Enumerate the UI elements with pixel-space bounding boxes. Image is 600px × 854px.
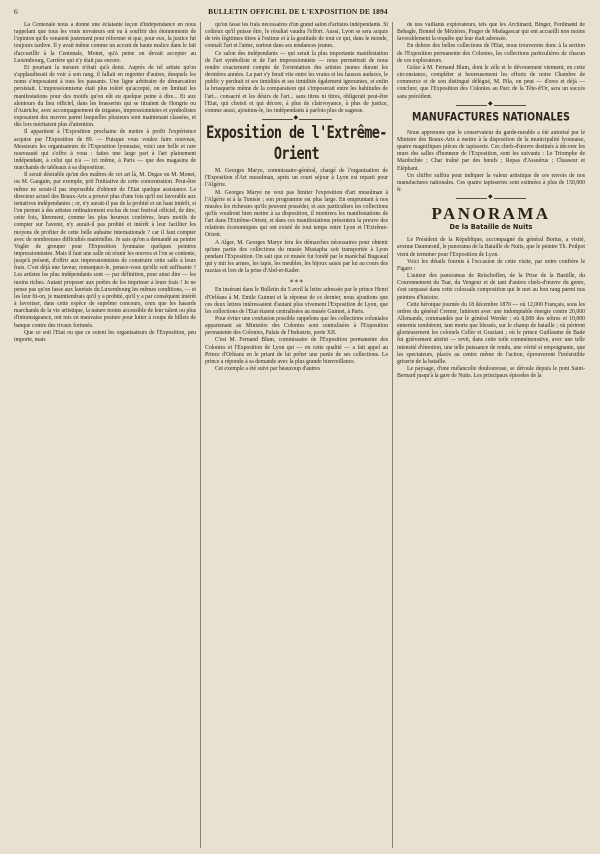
col3-paragraph: L'auteur des panoramas de Reischoffen, de la Prise de la Bastille, du Couronnement du Tsar, du Vengeur et de tant d'autres chefs-d'œuvre du genre, s'est surpassé dans cette colossale composition qui le met au bon rang parmi nos peintres d'histoire.	[397, 273, 585, 301]
col2-paragraph: M. Georges Marye, commissaire-général, chargé de l'organisation de l'Exposition d'Art musulman, après un court séjour à Lyon est reparti pour l'Algérie.	[205, 168, 388, 189]
section-subtitle-bataille: De la Bataille de Nuits	[449, 223, 533, 232]
col2-paragraph: Pour éviter une confusion possible rappelons que les collections coloniales appartenant au Ministère des Colonies sont centralisées à l'Exposition permanente des Colonies, Palais de l'Industrie, porte XII.	[205, 316, 388, 337]
col1-paragraph: Il serait désirable qu'un des maîtres de cet art là, M. Degas ou M. Monet, ou M. Gauguin, par exemple, prit l'initiative de cette concentration. Peut-être même ne serait-il pas impossible d'obtenir de l'Etat quelque assistance. Le directeur actuel des Beaux-Arts a prouvé plus d'une fois qu'il est favorable aux tentatives indépendantes ; or, n'y aurait-il pas de la probité et un haut intérêt, si l'on permet à des artistes ordinairement exclus de tout festival officiel, de dire, cette fois, librement, comme les plus heureux confrères, leurs motifs de compter sur l'avenir, n'y aurait-il pas probité et intérêt à leur faciliter les moyens de profiter de cette belle aubaine internationale ? car il faut compter avec de nombreuses difficultés matérielles. Je sais qu'on a demandé au peintre Vogler de grouper pour l'Exposition lyonnaise quelques peintres impressionnistes. Mais il faut une salle où réunir les œuvres et l'on se contente, jusqu'à présent, d'offrir aux impressionnistes de construire cette salle à leurs frais. C'est déjà une faveur, remarquez-le, pensez-vous qu'elle soit suffisante ? Les artistes les plus indépendants sont — par définition, pour ainsi dire — les moins riches. Autant proposer aux poètes de les imprimer à leurs frais ! Je ne pense pas qu'on fasse aux lauréats du Luxembourg les mêmes conditions, — et les leur fit-on, je maintiendrais qu'il y a probité, qu'il y a par conséquent intérêt à favoriser, dans cette espèce de suprême concours, ceux que les hasards marchands de la vie artistique, la nature moins accessible de leur talent ou plus d'intransigeance, ont mis en mauvaise posture pour lutter à coups de billets de banque contre des rivaux fortunés.	[14, 172, 196, 329]
column-2	[205, 22, 388, 848]
col2-paragraph: qu'on fasse les frais nécessaires d'un grand salon d'artistes indépendants. Si coûteux qu'il puisse être, le résultat vaudra l'effort. Aussi, Lyon se sera acquis de très légitimes titres à l'estime et à la gratitude de tout ce qui, dans le monde, connaît l'art et l'aime, surtout dans ses tendances jeunes.	[205, 22, 388, 50]
col3-paragraph: de nos vaillants explorateurs, tels que les Archinard, Binger, Ferdinand de Behagle, Bonnel de Mézières, Prager de Madagascar qui ont accueilli non moins favorablement la requête qui leur était adressée.	[397, 22, 585, 43]
col3-paragraph: Un chiffre suffira pour indiquer la valeur artistique de ces envois de nos manufactures nationales. Ces quatre tapisseries sont estimées à plus de 150,000 fr.	[397, 172, 585, 193]
column-rule-2	[392, 22, 393, 848]
section-title-manufactures: MANUFACTURES NATIONALES	[412, 110, 570, 124]
page-header	[14, 3, 586, 19]
col2-paragraph: Ce salon des indépendants — qui serait la plus importante manifestation de l'art symboliste et de l'art impressionniste — nous permettrait de nous rendre exactement compte de l'orientation des artistes jeunes durant les dernières années. La part s'y ferait vite entre les vraies et les fausses audaces, le public y perdrait et ses timidités et ses timidités également ignorantes, et enfin la brusquerie même de la comparaison qui s'imposerait entre les habitudes de l'art... consacré et les désirs de l'art... sans titres ni titres, obligerait peut-être l'Etat, qui choisit et qui décore, à plus de clairvoyance, à plus de justice, comme aussi, ajoutons-le, les indépendants à parfois plus de sagesse.	[205, 50, 388, 114]
col3-paragraph: Le Président de la République, accompagné du général Borius, a visité, avenue Daumesnil, le panorama de la Bataille de Nuits, que le peintre Th. Poilpot vient de terminer pour l'Exposition de Lyon.	[397, 237, 585, 258]
col2-paragraph: C'est M. Fernand Blum, commissaire de l'Exposition permanente des Colonies et l'Exposition de Lyon qui — en cette qualité — a fait appel au Prince d'Orléans en le priant de lui prêter une partie de ses collections. Le prince a répondu à sa demande avec la plus grande bienveillance.	[205, 337, 388, 365]
section-title-panorama: PANORAMA	[431, 204, 551, 224]
col2-paragraph: Cet exemple a été suivi par beaucoup d'autres	[215, 366, 320, 373]
section-divider	[456, 105, 526, 106]
col2-paragraph: A Alger, M. Georges Marye fera les démarches nécessaires pour obtenir qu'une partie des collections du musée Mustapha soit transportée à Lyon pendant l'Exposition. On sait que ce musée fut fondé par le maréchal Bugeaud qui y mit les armes, les tapis, les meubles, les bijoux saisis par lui au cours des razzias et lors de la prise d'Abd-et-Kader.	[205, 239, 388, 275]
col3-paragraph: Voici les détails fournis à l'occasion de cette visite, par notre confrère le Figaro :	[397, 258, 585, 272]
section-divider	[262, 119, 332, 120]
col3-paragraph: Grâce à M. Fernand Blum, dont le zèle et le dévouement viennent, en cette circonstance, compléter si heureusement les efforts de notre Chambre de commerce et de son distingué délégué, M. Pila, on peut — d'ores et déjà — conclure, que l'Exposition des Colonies au Parc de la Tête-d'Or, sera un succès sans précédent.	[397, 64, 585, 100]
col1-paragraph: La Centenale nous a donné une éclatante leçon d'indépendance en nous rappelant que tous les vrais novateurs ont eu à souffrir des étonnements de l'opinion qu'ils venaient justement pour réformer et que, pour eux, la justice fut toujours tardive. Il y avait même comme un accent de haute malice dans le fait d'accueillir à la Centenale, Monet, qu'à peine on devait accepter au Luxembourg, Carrière qui n'y était pas encore.	[14, 22, 196, 64]
col2-paragraph: En insérant dans le Bulletin du 5 avril la lettre adressée par le prince Henri d'Orléans à M. Emile Guimet et la réponse de ce dernier, nous ajoutions que ces deux lettres intéressaient d'autant plus vivement l'Exposition de Lyon, que les collections de l'Etat étaient centralisées au musée Guimet, à Paris.	[205, 287, 388, 315]
col1-paragraph: Que ce soit l'Etat ou que ce soient les organisateurs de l'Exposition, peu importe, mais	[14, 329, 196, 343]
column-3	[397, 22, 585, 848]
column-rule-1	[200, 22, 201, 848]
section-title-extreme-orient: Exposition de l'Extrême-Orient	[206, 122, 387, 165]
col2-paragraph: M. Georges Marye ne veut pas limiter l'exposition d'art musulman à l'Algérie et à la Tunisie ; son programme est plus large. En empruntant à nos musées les richesses qu'ils peuvent posséder, et aux particuliers les collections qu'ils voudront bien mettre à sa disposition, il montrera les manifestations de l'art dans l'Extrême-Orient, et dans ces manifestations présentera la preuve des relations économiques qui ont existé de tout temps entre Lyon et l'Extrême-Orient.	[205, 189, 388, 239]
col3-paragraph: Nous apprenons que le conservateur du garde-meuble a été autorisé par le Ministre des Beaux-Arts à mettre à la disposition de la municipalité lyonnaise, quatre magnifiques pièces de tapisserie. Ces chefs-d'œuvre destinés à décorer les murs des salles d'honneur de l'Exposition, sont les suivants : Le Triomphe de Mardochée ; Char traîné par des bœufs ; Repas d'Assuérus ; Chasseur et Eléphant.	[397, 129, 585, 172]
col1-paragraph: Il appartient à l'Exposition prochaine de mettre à profit l'expérience acquise par l'Exposition de 89. — Puisque vous voulez faire nouveau, Messieurs les organisateurs de l'Exposition lyonnaise, voici une belle et rare nouveauté qui s'offre à vous : faites une large part à l'art plainement indépendant, à celui qui n'a — ici même, à Paris — que des magasins de marchands de tableaux à sa disposition.	[14, 129, 196, 172]
col3-paragraph: En dehors des belles collections de l'Etat, nous trouverons donc à la section de l'Exposition permanente des Colonies, les collections particulières de chacun de ces explorateurs.	[397, 43, 585, 64]
page-number: 6	[14, 6, 18, 16]
section-divider	[456, 198, 526, 199]
column-1	[14, 22, 196, 848]
bulletin-title: BULLETIN OFFICIEL DE L'EXPOSITION DE 1894	[208, 6, 388, 16]
col1-paragraph: Et pourtant la mesure n'était qu'à demi. Auprès de tel artiste qu'on s'applaudissait de voir à son rang, il fallait en regretter d'autres, desquels les noms s'imposaient à tous les passants. Une ligne arbitraire de démarcation persistait. L'impressionnisme était plus toléré qu'accepté, on en limitait les manifestations pour des motifs qu'on eût eu quelque peine à dire... Et aux alentours du lieu officiel, dans les brasseries qui se titraient de Hongrie ou d'Autriche, avec accompagnement de tziganes, impressionnistes et symbolistes exposaient des œuvres parmi lesquelles plusieurs sont maintenant classées, et dès lors méritaient plus d'attention.	[14, 64, 196, 129]
asterism: ∗∗∗	[289, 277, 304, 286]
col3-paragraph: Le paysage, d'une mélancolie douloureuse, se déroule depuis le pont Saint-Bernard jusqu'à la gare de Nuits. Les principaux épisodes de la	[397, 366, 585, 380]
col3-paragraph: Cette héroïque journée du 18 décembre 1870 — où 12,000 Français, sous les ordres du général Cremer, luttèrent avec une indomptable énergie contre 20,000 Allemands, commandés par le général Werder ; où 8,000 des nôtres et 10,000 ennemis tombèrent, tant morts que blessés, sur le champ de bataille ; où périrent glorieusement les colonels Celler et Graziani ; où le prince Guillaume de Bade fut grièvement atteint — revit, dans cette toile commémorative, avec une telle intensité d'émotion, une telle puissance de rendu, une vérité si empoignante, que les spectateurs, placés au centre même de l'action, éprouveront l'irrésistible griserie de la bataille.	[397, 301, 585, 365]
